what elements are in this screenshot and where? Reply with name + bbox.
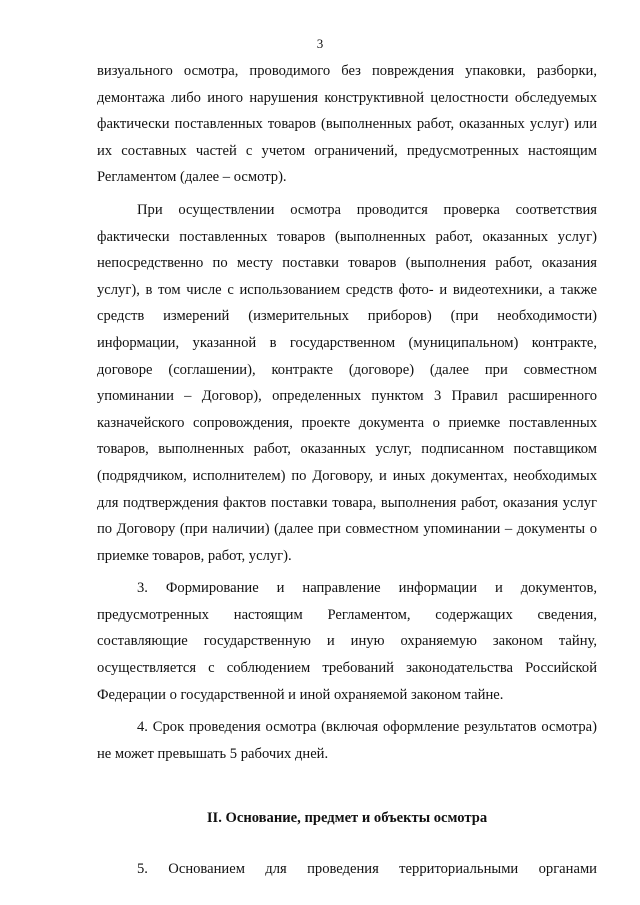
page-number: 3	[316, 36, 324, 51]
paragraph-item-4: 4. Срок проведения осмотра (включая оформление результатов осмотра) не может превышать 5 рабочих дней.	[97, 719, 597, 762]
paragraph-continuation: визуального осмотра, проводимого без повреждения упаковки, разборки, демонтажа либо иного нарушения конструктивной целостности обследуемых фактически поставленных товаров (выполненных работ, оказанных услуг) или их составных частей с учетом ограничений, предусмотренных настоящим Регламентом (далее – осмотр).	[97, 63, 597, 186]
section-heading: II. Основание, предмет и объекты осмотра	[206, 810, 488, 827]
document-body	[97, 58, 597, 883]
paragraph-item-5: 5. Основанием для проведения территориальными органами	[137, 861, 597, 878]
paragraph-inspection-scope: При осуществлении осмотра проводится проверка соответствия фактически поставленных товаров (выполненных работ, оказанных услуг) непосредственно по месту поставки товаров (выполнения работ, оказания услуг), в том числе с использованием средств фото- и видеотехники, а также средств измерений (измерительных приборов) (при необходимости) информации, указанной в государственном (муниципальном) контракте, договоре (соглашении), контракте (договоре) (далее при совместном упоминании – Договор), определенных пунктом 3 Правил расширенного казначейского сопровождения, проекте документа о приемке поставленных товаров, выполненных работ, оказанных услуг, подписанном поставщиком (подрядчиком, исполнителем) по Договору, и иных документах, необходимых для подтверждения фактов поставки товара, выполнения работ, оказания услуг по Договору (при наличии) (далее при совместном упоминании – документы о приемке товаров, работ, услуг).	[97, 201, 597, 564]
paragraph-item-3: 3. Формирование и направление информации и документов, предусмотренных настоящим Регламентом, содержащих сведения, составляющие государственную и иную охраняемую законом тайну, осуществляется с соблюдением требований законодательства Российской Федерации о государственной и иной охраняемой законом тайне.	[97, 580, 597, 703]
